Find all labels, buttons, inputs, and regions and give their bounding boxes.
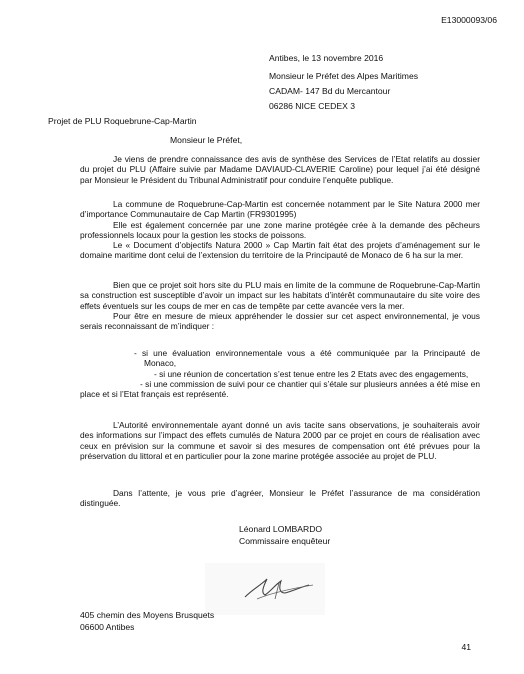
paragraph-text: Je viens de prendre connaissance des avis de synthèse des Services de l’Etat relatifs au dossier du projet du PLU (Affaire suivie par Madame DAVIAUD-CLAVERIE Caroline) pour lequel j’ai été désigné par Monsieur le Président du Tribunal Administratif pour conduire l’enquête publique. [80,154,480,185]
paragraph-text: Bien que ce projet soit hors site du PLU mais en limite de la commune de Roquebrune-Cap-Martin sa construction est susceptible d’avoir un impact sur les habitats d’intérêt communautaire du site voire des effets éventuels sur les coups de mer en cas de tempête par cette avancée vers la mer. [80,280,480,311]
handwritten-signature [205,563,325,620]
reference-number: E13000093/06 [441,15,497,25]
paragraph-text: L’Autorité environnementale ayant donné un avis tacite sans observations, je souhaiterais avoir des informations sur l’impact des effets cumulés de Natura 2000 par ce projet en cours de réalisation avec ceux en prévision sur la commune et savoir si des mesures de compensation ont été prévues pour la préservation du littoral et en particulier pour la zone marine protégée associée au projet de PLU. [80,420,480,461]
sender-line: 06600 Antibes [80,622,135,632]
signatory-name: Léonard LOMBARDO [239,524,323,534]
sender-line: 405 chemin des Moyens Brusquets [80,610,215,620]
closing-paragraph [80,488,480,509]
recipient-line: 06286 NICE CEDEX 3 [269,101,355,111]
bullet-item: - si une évaluation environnementale vous a été communiquée par la Principauté de Monaco, [134,348,480,369]
sender-address [80,610,214,634]
signatory-title: Commissaire enquêteur [239,536,331,546]
paragraph-3 [80,280,480,331]
recipient-address [269,71,418,116]
signature-block [239,524,330,548]
paragraph-text: Dans l’attente, je vous prie d’agréer, Monsieur le Préfet l’assurance de ma considération distinguée. [80,488,480,509]
bullet-list [80,348,480,399]
paragraph-text: La commune de Roquebrune-Cap-Martin est concernée notamment par le Site Natura 2000 mer d’importance Communautaire de Cap Martin (FR9301995) [80,199,480,220]
paragraph-1 [80,154,480,185]
place-date: Antibes, le 13 novembre 2016 [269,53,384,63]
page-number: 41 [461,642,471,652]
paragraph-text: Pour être en mesure de mieux appréhender le dossier sur cet aspect environnemental, je vous serais reconnaissant de m’indiquer : [80,310,480,332]
paragraph-4 [80,420,480,461]
bullet-item: - si une réunion de concertation s’est tenue entre les 2 Etats avec des engagements, [154,368,469,379]
paragraph-text: Le « Document d’objectifs Natura 2000 » Cap Martin fait état des projets d’aménagement sur le domaine maritime dont celui de l’extension du territoire de la Principauté de Monaco de 6 ha sur la mer. [80,240,480,261]
recipient-line: CADAM- 147 Bd du Mercantour [269,86,391,96]
recipient-line: Monsieur le Préfet des Alpes Maritimes [269,71,419,81]
bullet-item: - si une commission de suivi pour ce chantier qui s’étale sur plusieurs années a été mise en place et si l’Etat français est représenté. [80,378,480,400]
paragraph-2 [80,199,480,261]
subject-line: Projet de PLU Roquebrune-Cap-Martin [48,116,197,126]
salutation: Monsieur le Préfet, [170,135,243,145]
signature-image [205,563,325,615]
paragraph-text: Elle est également concernée par une zone marine protégée crée à la demande des pêcheurs professionnels locaux pour la gestion les stocks de poissons. [80,219,480,240]
